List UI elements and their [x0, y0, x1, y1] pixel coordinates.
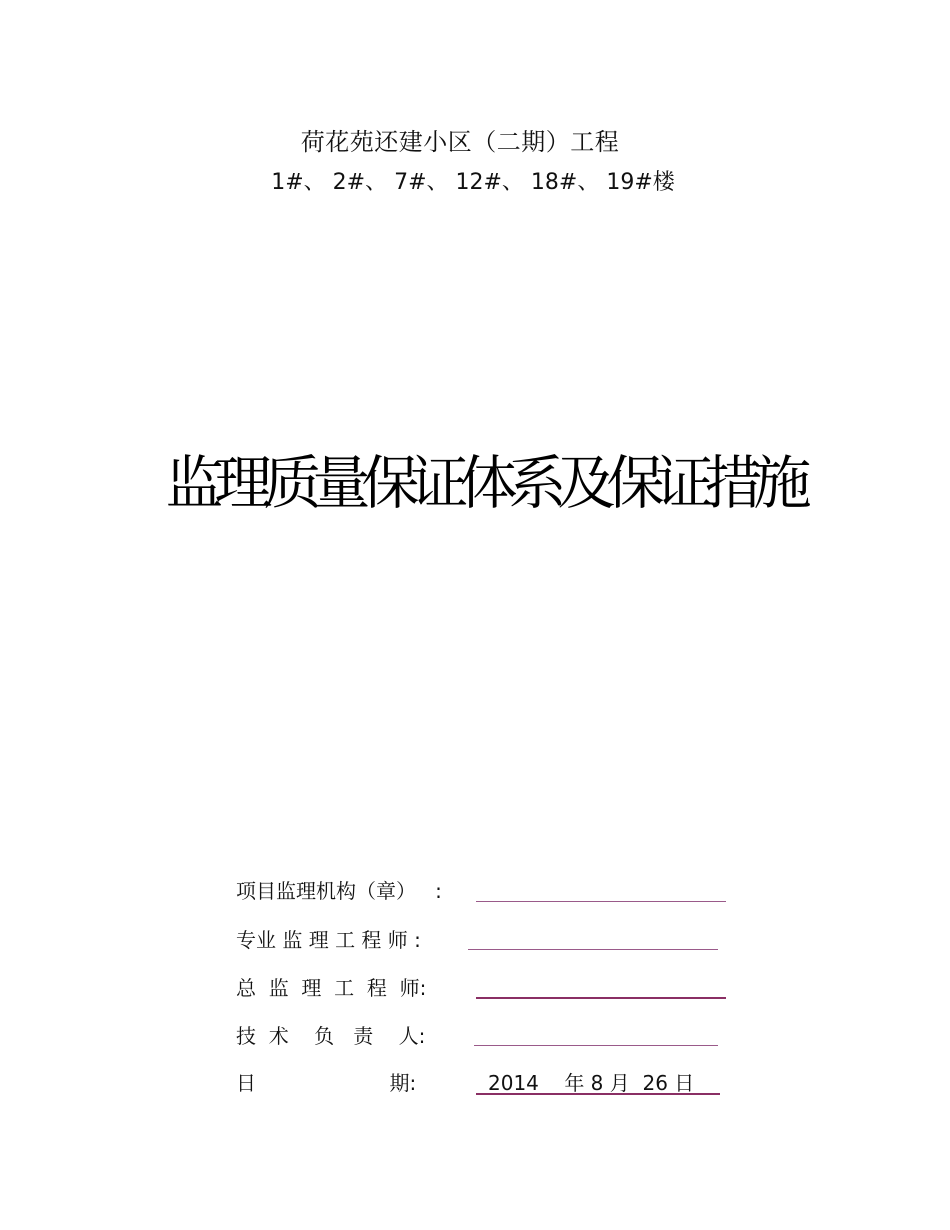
- supervision-org-signature-line: [476, 901, 726, 902]
- document-title: 监理质量保证体系及保证措施: [165, 449, 803, 517]
- project-title: 荷花苑还建小区（二期）工程: [300, 128, 620, 156]
- project-buildings: 1#、 2#、 7#、 12#、 18#、 19#楼: [271, 170, 675, 195]
- date-label: 日 期:: [236, 1071, 417, 1095]
- chief-engineer-signature-line: [476, 997, 726, 999]
- specialty-engineer-signature-line: [468, 949, 718, 950]
- date-underline: [476, 1093, 720, 1095]
- specialty-engineer-label: 专业 监 理 工 程 师 :: [236, 928, 421, 952]
- chief-engineer-row: [236, 973, 736, 1007]
- date-row: [236, 1068, 736, 1102]
- date-value: 2014 年 8 月 26 日: [488, 1071, 695, 1095]
- technical-lead-signature-line: [474, 1045, 718, 1046]
- supervision-org-row: [236, 876, 736, 910]
- chief-engineer-label: 总 监 理 工 程 师:: [236, 976, 427, 1000]
- technical-lead-label: 技 术 负 责 人:: [236, 1024, 426, 1048]
- technical-lead-row: [236, 1021, 736, 1055]
- specialty-engineer-row: [236, 925, 736, 959]
- supervision-org-label: 项目监理机构（章） :: [236, 879, 442, 903]
